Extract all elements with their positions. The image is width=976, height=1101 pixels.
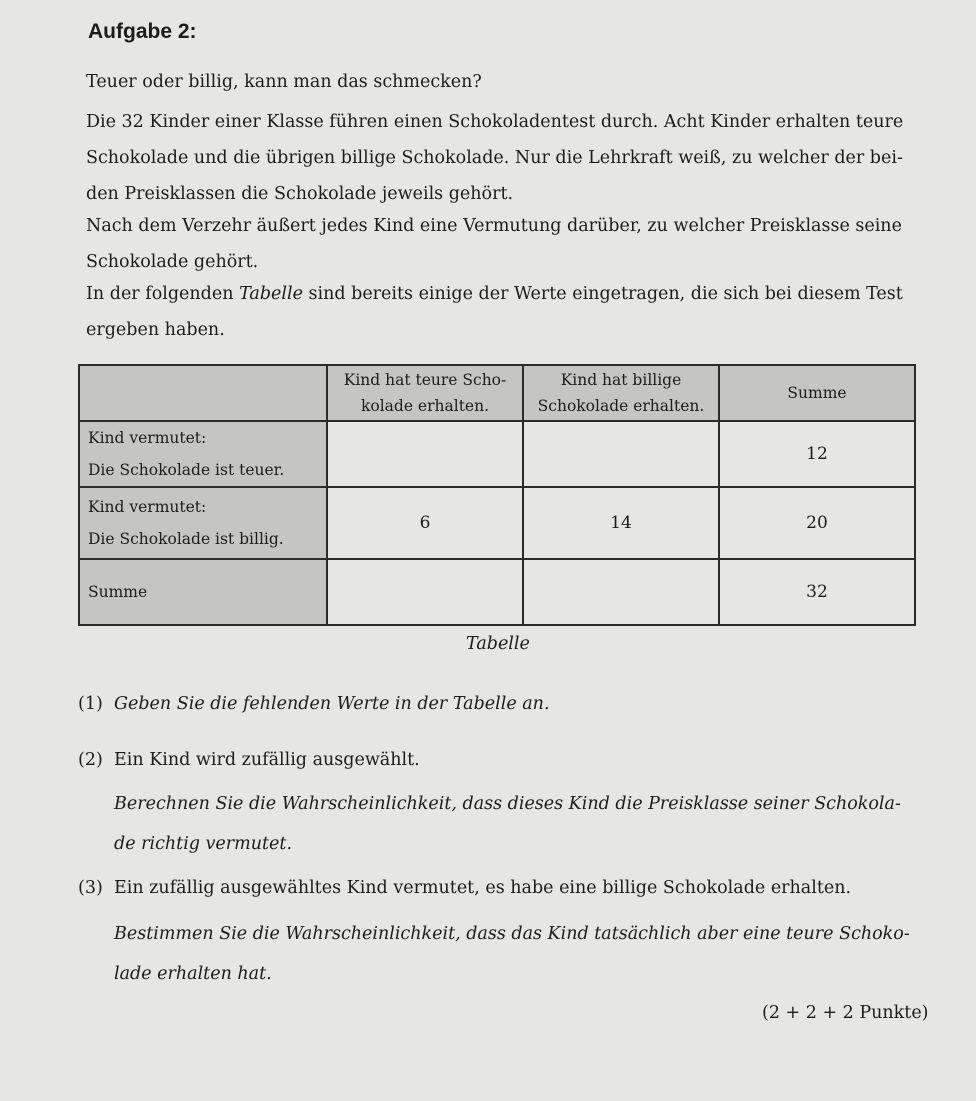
- task-2-number: (2): [78, 750, 103, 770]
- task-1-text: Geben Sie die fehlenden Werte in der Tabelle an.: [114, 694, 550, 714]
- header-col1-line2: kolade erhalten.: [360, 397, 490, 415]
- table-header-row: [79, 365, 915, 421]
- task-1-number: (1): [78, 694, 103, 714]
- header-col1-line1: Kind hat teure Scho-: [343, 371, 507, 389]
- cell-summe-billig: [523, 559, 719, 625]
- table-row: [79, 487, 915, 559]
- cell-billig-billig: 14: [523, 487, 719, 559]
- task-heading: Aufgabe 2:: [88, 20, 197, 43]
- task-1: [78, 686, 550, 722]
- cell-billig-summe: 20: [719, 487, 915, 559]
- header-col2-line2: Schokolade erhalten.: [537, 397, 705, 415]
- cell-teuer-teuer: [327, 421, 523, 487]
- row-label-line2: Die Schokolade ist billig.: [88, 530, 284, 548]
- row-label-summe: [79, 559, 327, 625]
- task-3-text: Ein zufällig ausgewähltes Kind vermutet, es habe eine billige Schokolade erhalten.: [114, 878, 852, 898]
- row-label-line2: Die Schokolade ist teuer.: [88, 461, 285, 479]
- row-label-teuer: [79, 421, 327, 487]
- row-label-line1: Summe: [88, 583, 148, 601]
- task-2: [78, 742, 420, 778]
- cell-summe-teuer: [327, 559, 523, 625]
- intro-paragraph-3: [86, 276, 906, 348]
- header-billige-schokolade: [523, 365, 719, 421]
- row-label-line1: Kind vermutet:: [88, 498, 207, 516]
- intro-question: Teuer oder billig, kann man das schmecken?: [86, 72, 482, 92]
- cell-summe-summe: 32: [719, 559, 915, 625]
- cell-teuer-billig: [523, 421, 719, 487]
- header-col2-line1: Kind hat billige: [560, 371, 682, 389]
- row-label-line1: Kind vermutet:: [88, 429, 207, 447]
- intro-paragraph-2: Nach dem Verzehr äußert jedes Kind eine Vermutung darüber, zu welcher Preisklasse seine Schokolade gehört.: [86, 216, 902, 272]
- task-3: [78, 870, 851, 906]
- task-2-text: Ein Kind wird zufällig ausgewählt.: [114, 750, 420, 770]
- task-2-subtask: Berechnen Sie die Wahrscheinlichkeit, dass dieses Kind die Preisklasse seiner Schokola-de richtig vermutet.: [114, 794, 901, 854]
- intro-paragraph-1: Die 32 Kinder einer Klasse führen einen Schokoladentest durch. Acht Kinder erhalten teure Schokolade und die übrigen billige Schokolade. Nur die Lehrkraft weiß, zu welcher der bei-den Preisklassen die Schokolade jeweils gehört.: [86, 112, 904, 204]
- table-corner-cell: [79, 365, 327, 421]
- task-3-subtask: Bestimmen Sie die Wahrscheinlichkeit, dass das Kind tatsächlich aber eine teure Schoko-lade erhalten hat.: [114, 924, 910, 984]
- table-row: [79, 559, 915, 625]
- frequency-table: [78, 364, 916, 626]
- cell-teuer-summe: 12: [719, 421, 915, 487]
- row-label-billig: [79, 487, 327, 559]
- header-teure-schokolade: [327, 365, 523, 421]
- task-3-number: (3): [78, 878, 103, 898]
- points-total: (2 + 2 + 2 Punkte): [762, 1003, 929, 1023]
- table-row: [79, 421, 915, 487]
- table-caption: Tabelle: [466, 634, 530, 654]
- cell-billig-teuer: 6: [327, 487, 523, 559]
- intro-paragraph-3-start: In der folgenden: [86, 284, 240, 304]
- header-summe: Summe: [719, 365, 915, 421]
- intro-paragraph-3-end: sind bereits einige der Werte eingetragen, die sich bei diesem Test ergeben haben.: [86, 284, 903, 340]
- intro-table-reference: Tabelle: [239, 284, 303, 304]
